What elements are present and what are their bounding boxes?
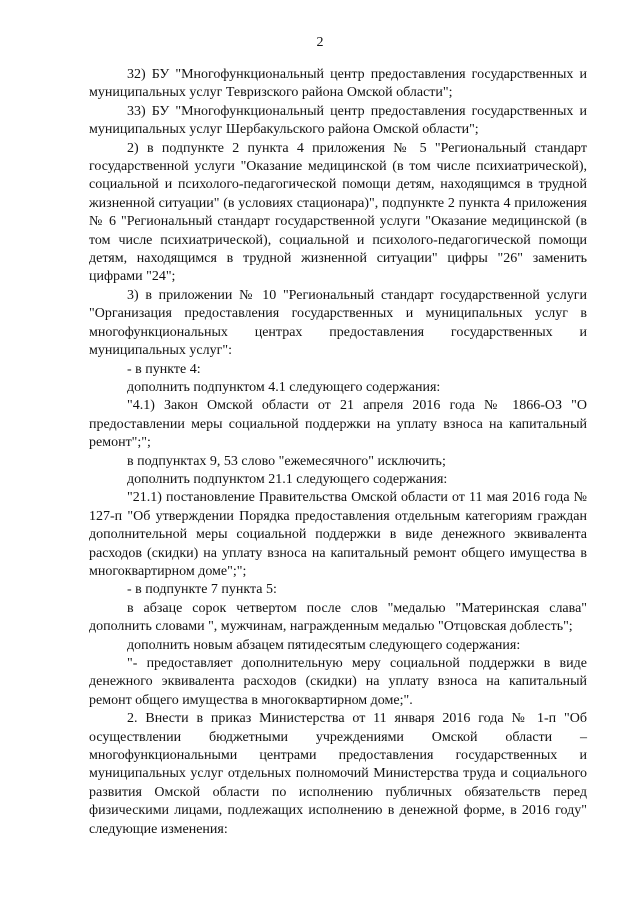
- paragraph-paragraph-44: в абзаце сорок четвертом после слов "медалью "Материнская слава" дополнить словами ", мужчинам, награжденным медалью "Отцовская доблесть";: [89, 600, 587, 635]
- paragraph-exclude-word: в подпунктах 9, 53 слово "ежемесячного" исключить;: [127, 453, 446, 469]
- paragraph-section-2: 2. Внести в приказ Министерства от 11 января 2016 года № 1-п "Об осуществлении бюджетными учреждениями Омской области – многофункциональными центрами предоставления государственных и муниципальных услуг отдельных полномочий Министерства труда и социального развития Омской области по исполнению публичных обязательств перед физическими лицами, подлежащих исполнению в денежной форме, в 2016 году" следующие изменения:: [89, 711, 587, 837]
- paragraph-item-33: 33) БУ "Многофункциональный центр предоставления государственных и муниципальных услуг Шербакульского района Омской области";: [89, 103, 587, 138]
- paragraph-add-4-1: дополнить подпунктом 4.1 следующего содержания:: [127, 379, 441, 395]
- paragraph-subpoint-2: 2) в подпункте 2 пункта 4 приложения № 5 "Региональный стандарт государственной услуги "Оказание медицинской (в том числе психиатрической), социальной и психолого-педагогической помощи детям, находящимся в трудной жизненной ситуации" (в условиях стационара)", подпункте 2 пункта 4 приложения № 6 "Региональный стандарт государственной услуги "Оказание медицинской (в том числе психиатрической), социальной и психолого-педагогической помощи детям, находящимся в трудной жизненной ситуации" цифры "26" заменить цифрами "24";: [89, 140, 587, 285]
- document-body: [89, 66, 587, 839]
- page-number: 2: [316, 35, 324, 50]
- paragraph-quote-21-1: "21.1) постановление Правительства Омской области от 11 мая 2016 года № 127-п "Об утверждении Порядка предоставления отдельным категориям граждан дополнительной меры социальной поддержки в виде денежного эквивалента расходов (скидки) на уплату взноса на капитальный ремонт общего имущества в многоквартирном доме";";: [89, 490, 587, 579]
- paragraph-point-4: - в пункте 4:: [127, 361, 201, 377]
- paragraph-subpoint-3: 3) в приложении № 10 "Региональный стандарт государственной услуги "Организация предоставления государственных и муниципальных услуг в многофункциональных центрах предоставления государственных и муниципальных услуг":: [89, 287, 587, 359]
- paragraph-quote-paragraph-50: "- предоставляет дополнительную меру социальной поддержки в виде денежного эквивалента расходов (скидки) на уплату взноса на капитальный ремонт общего имущества в многоквартирном доме;".: [89, 656, 587, 708]
- paragraph-add-paragraph-50: дополнить новым абзацем пятидесятым следующего содержания:: [127, 637, 521, 653]
- paragraph-quote-4-1: "4.1) Закон Омской области от 21 апреля 2016 года № 1866-ОЗ "О предоставлении меры социальной поддержки на уплату взноса на капитальный ремонт";";: [89, 398, 587, 451]
- paragraph-point-5: - в подпункте 7 пункта 5:: [127, 582, 277, 598]
- paragraph-add-21-1: дополнить подпунктом 21.1 следующего содержания:: [127, 471, 448, 487]
- paragraph-item-32: 32) БУ "Многофункциональный центр предоставления государственных и муниципальных услуг Тевризского района Омской области";: [89, 67, 587, 101]
